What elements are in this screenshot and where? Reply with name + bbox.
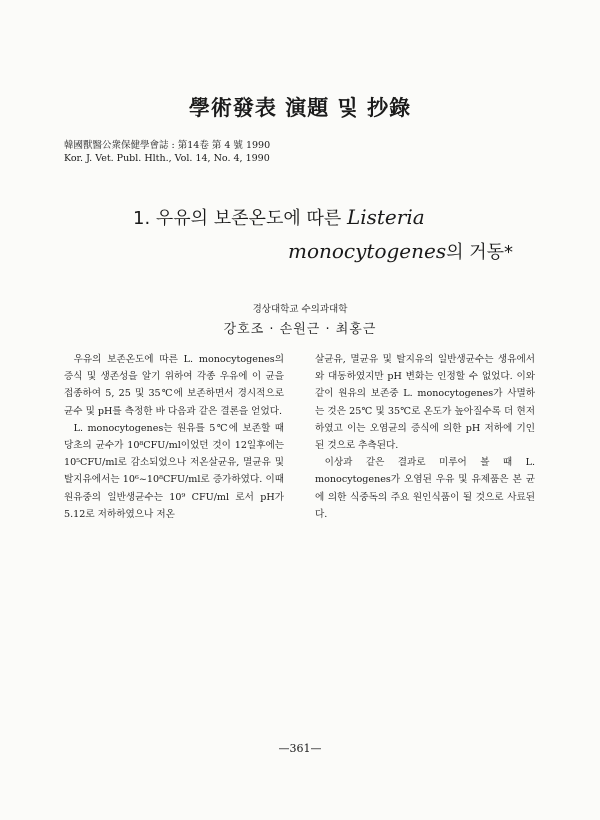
journal-citation-korean: 韓國獸醫公衆保健學會誌 : 第14卷 第 4 號 1990 <box>64 140 271 151</box>
body-paragraph: 우유의 보존온도에 따른 L. monocytogenes의 증식 및 생존성을 알기 위하여 각종 우유에 이 균을 접종하여 5, 25 및 35℃에 보존하면서 경시적으로 균수 및 pH를 측정한 바 다음과 같은 결론을 얻었다. <box>64 354 284 417</box>
paper-title-line1 <box>133 204 425 230</box>
paper-title-prefix: 1. 우유의 보존온도에 따른 <box>133 208 347 229</box>
paper-title-line2 <box>288 238 513 264</box>
page-number: —361— <box>278 742 322 755</box>
paper-title-genus: Listeria <box>346 205 425 229</box>
paper-title-suffix: 의 거동* <box>446 242 514 263</box>
journal-citation <box>64 139 270 165</box>
affiliation: 경상대학교 수의과대학 <box>252 304 348 315</box>
body-paragraph: L. monocytogenes는 원유를 5℃에 보존할 때 당초의 균수가 10⁸CFU/ml이었던 것이 12일후에는 10⁵CFU/ml로 감소되었으나 저온살균유, 멸균유 및 탈지유에서는 10⁶~10⁸CFU/ml로 증가하였다. 이때 원유중의 일반생균수는 10⁹ CFU/ml 로서 pH가 5.12로 저하하였으나 저온 <box>64 422 284 520</box>
authors: 강호조 · 손원근 · 최홍근 <box>223 322 377 337</box>
body-paragraph: 이상과 같은 결과로 미루어 볼 때 L. monocytogenes가 오염된 우유 및 유제품은 본 균에 의한 식중독의 주요 원인식품이 될 것으로 사료된다. <box>315 457 535 520</box>
body-paragraph: 살균유, 멸균유 및 탈지유의 일반생균수는 생유에서와 대동하였지만 pH 변화는 인정할 수 없었다. 이와같이 원유의 보존중 L. monocytogenes가 사멸하는 것은 25℃ 및 35℃로 온도가 높아질수록 더 현저하였고 이는 오염균의 증식에 의한 pH 저하에 기인된 것으로 추측된다. <box>315 354 535 452</box>
section-title: 學術發表 演題 및 抄錄 <box>188 95 412 120</box>
paper-title-species: monocytogenes <box>288 239 447 263</box>
journal-citation-english: Kor. J. Vet. Publ. Hlth., Vol. 14, No. 4, 1990 <box>64 153 270 164</box>
body-column-right <box>315 351 535 523</box>
body-column-left <box>64 351 284 523</box>
